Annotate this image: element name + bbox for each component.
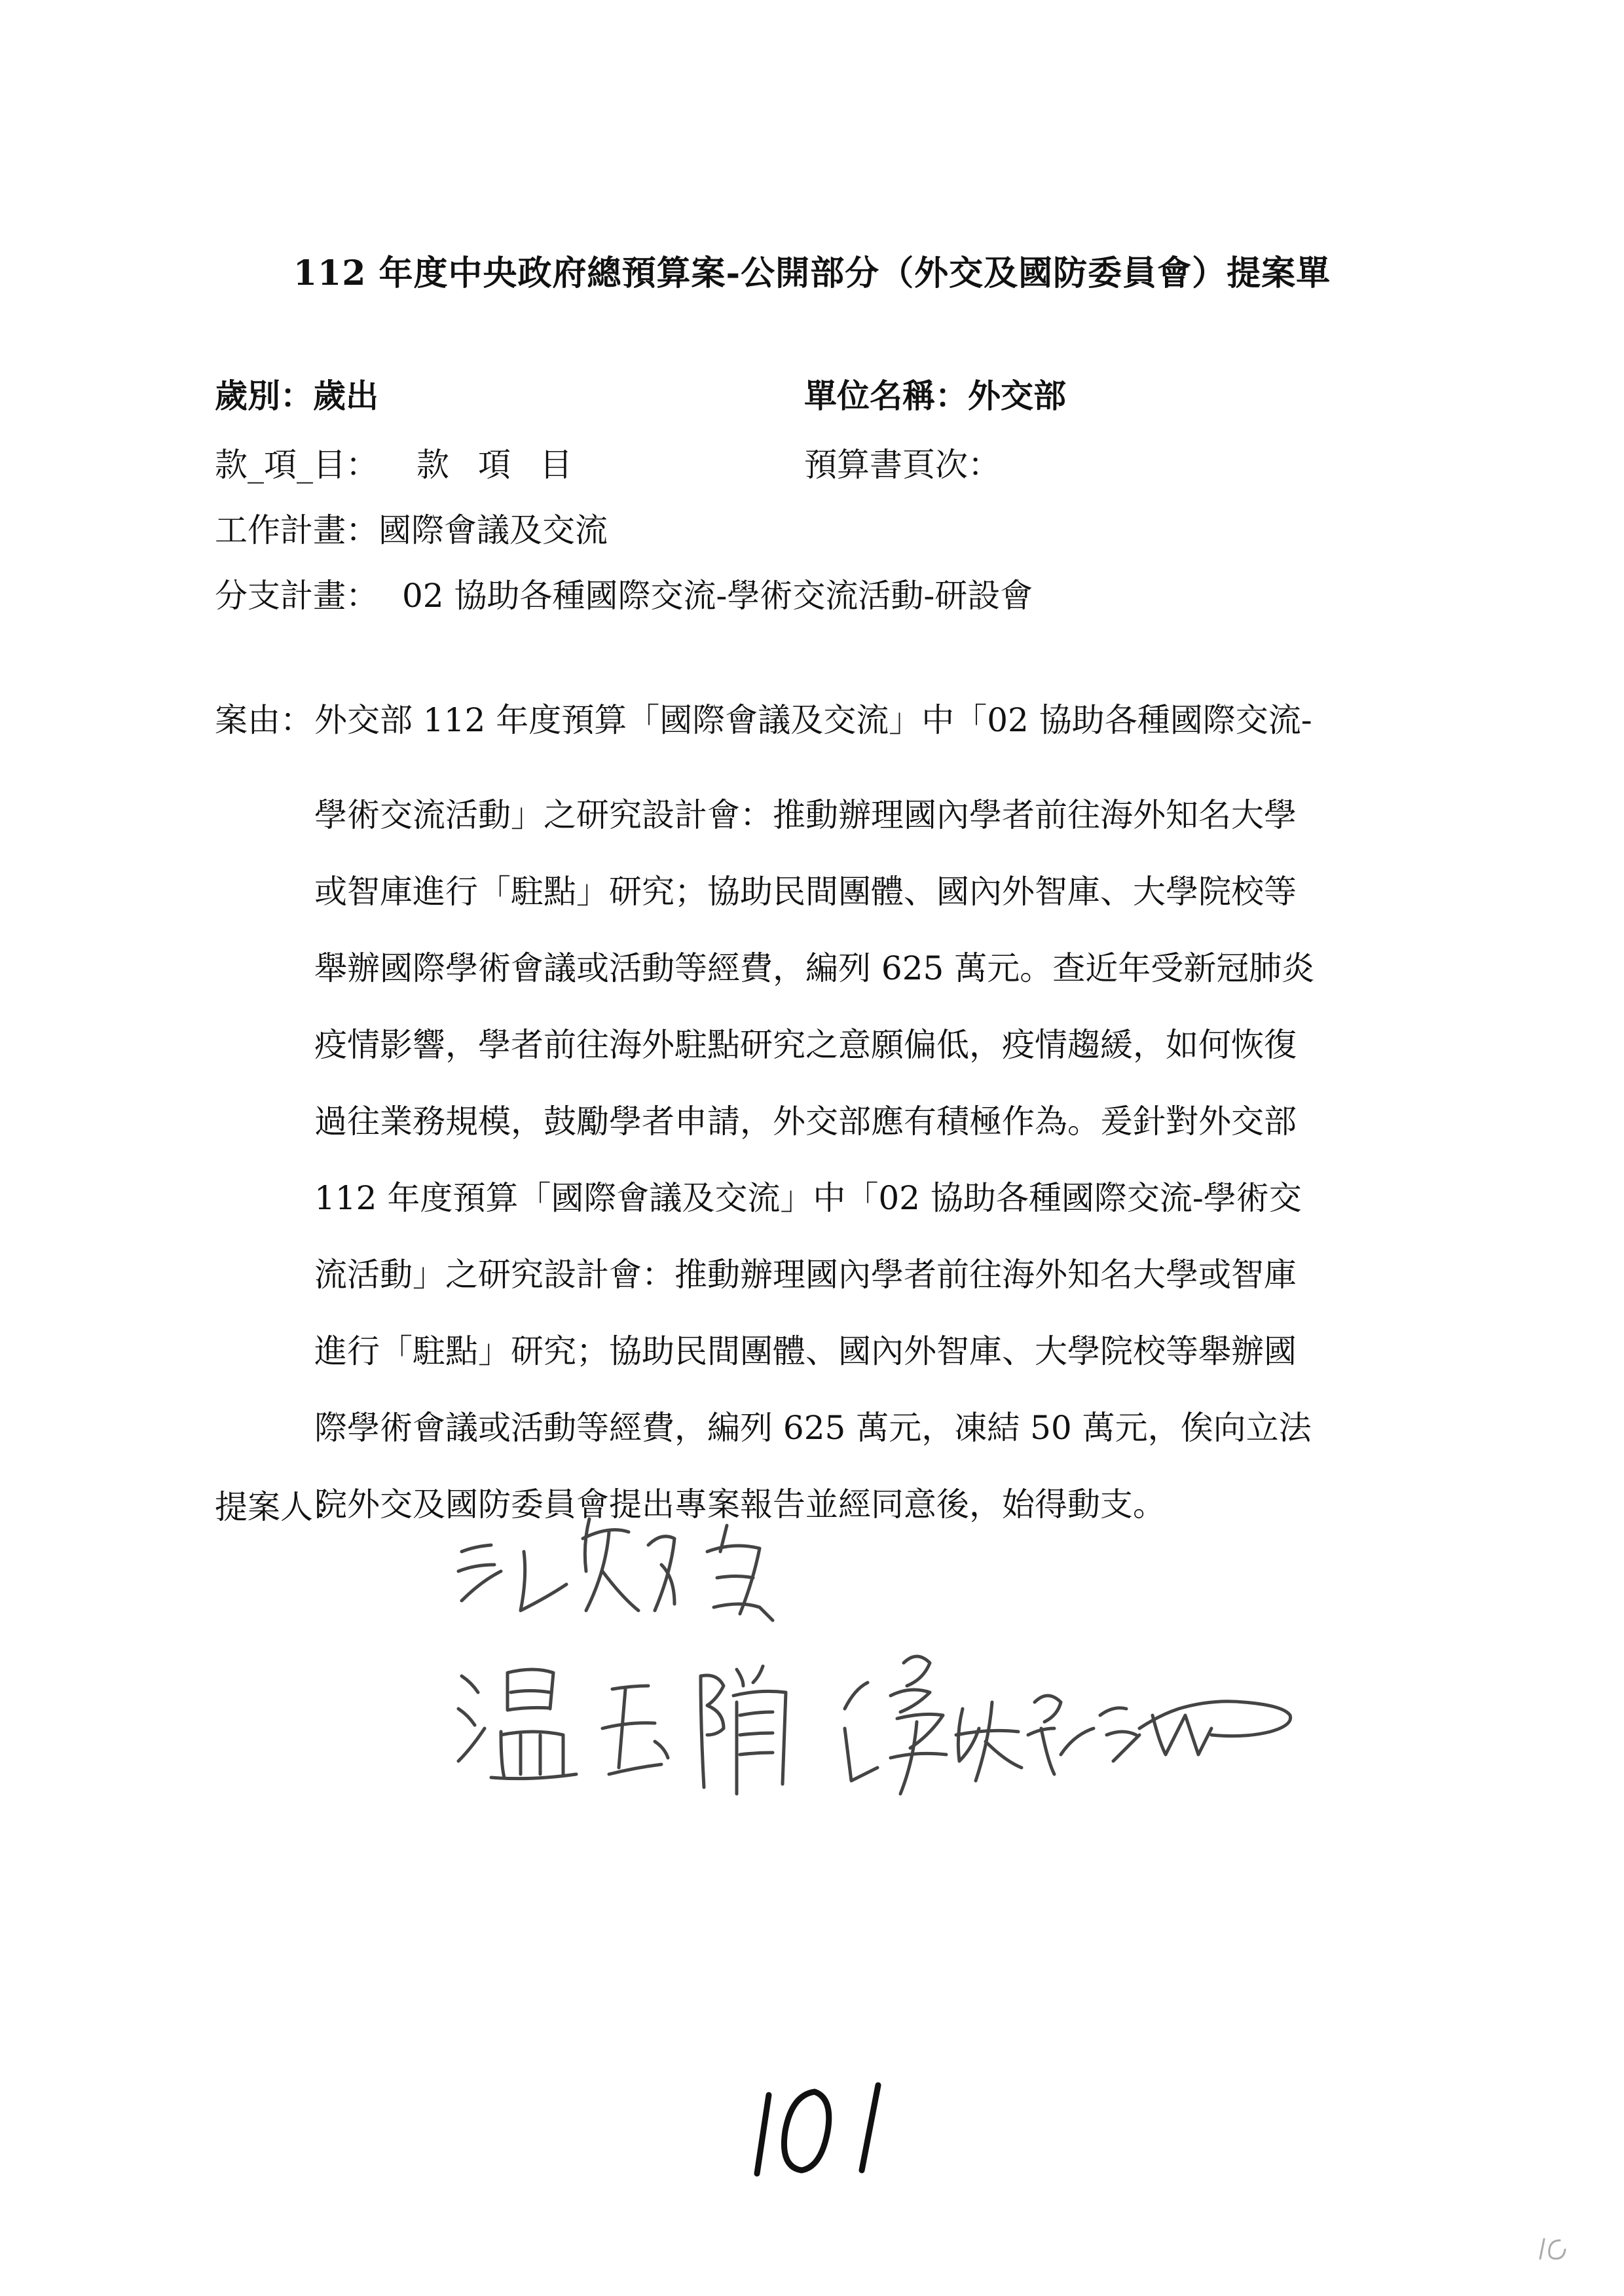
work-plan-label: 工作計畫： xyxy=(215,511,378,549)
reason-line: 疫情影響，學者前往海外駐點研究之意願偏低，疫情趨緩，如何恢復 xyxy=(314,1026,1297,1064)
reason-line: 外交部 112 年度預算「國際會議及交流」中「02 協助各種國際交流- xyxy=(314,701,1312,739)
sub-plan-value: 02 協助各種國際交流-學術交流活動-研設會 xyxy=(402,577,1033,615)
reason-line: 學術交流活動」之研究設計會：推動辦理國內學者前往海外知名大學 xyxy=(314,796,1297,834)
budget-category-label: 歲別： xyxy=(215,376,313,415)
reason-line: 112 年度預算「國際會議及交流」中「02 協助各種國際交流-學術交 xyxy=(314,1179,1302,1217)
item-value: 款項目 xyxy=(416,446,601,484)
reason-line: 舉辦國際學術會議或活動等經費，編列 625 萬元。查近年受新冠肺炎 xyxy=(314,949,1315,987)
handwritten-signature-1 xyxy=(458,1519,773,1620)
handwritten-signature-2 xyxy=(458,1666,786,1794)
unit-name-value: 外交部 xyxy=(968,376,1066,415)
reason-line: 流活動」之研究設計會：推動辦理國內學者前往海外知名大學或智庫 xyxy=(314,1256,1297,1294)
budget-category-value: 歲出 xyxy=(313,376,378,415)
reason-line: 或智庫進行「駐點」研究；協助民間團體、國內外智庫、大學院校等 xyxy=(314,873,1297,911)
handwritten-page-number xyxy=(737,2072,908,2183)
work-plan-value: 國際會議及交流 xyxy=(378,511,608,549)
reason-line: 過往業務規模，鼓勵學者申請，外交部應有積極作為。爰針對外交部 xyxy=(314,1102,1297,1140)
budget-page-label: 預算書頁次： xyxy=(804,446,1001,484)
document-title: 112 年度中央政府總預算案-公開部分（外交及國防委員會）提案單 xyxy=(293,253,1331,293)
page-number-text: 101 xyxy=(737,2072,739,2073)
corner-mark-text: 10 xyxy=(1532,2232,1534,2233)
reason-line: 際學術會議或活動等經費，編列 625 萬元，凍結 50 萬元，俟向立法 xyxy=(314,1409,1312,1447)
reason-label: 案由： xyxy=(215,701,313,739)
reason-line: 進行「駐點」研究；協助民間團體、國內外智庫、大學院校等舉辦國 xyxy=(314,1332,1297,1370)
item-label: 款_項_目： xyxy=(215,446,378,484)
corner-page-mark xyxy=(1532,2232,1572,2265)
unit-name-label: 單位名稱： xyxy=(804,376,968,415)
reason-line: 院外交及國防委員會提出專案報告並經同意後，始得動支。 xyxy=(314,1485,1166,1523)
handwritten-signature-3 xyxy=(845,1656,1291,1794)
proposer-label: 提案人： xyxy=(215,1488,346,1526)
sub-plan-label: 分支計畫： xyxy=(215,577,378,615)
